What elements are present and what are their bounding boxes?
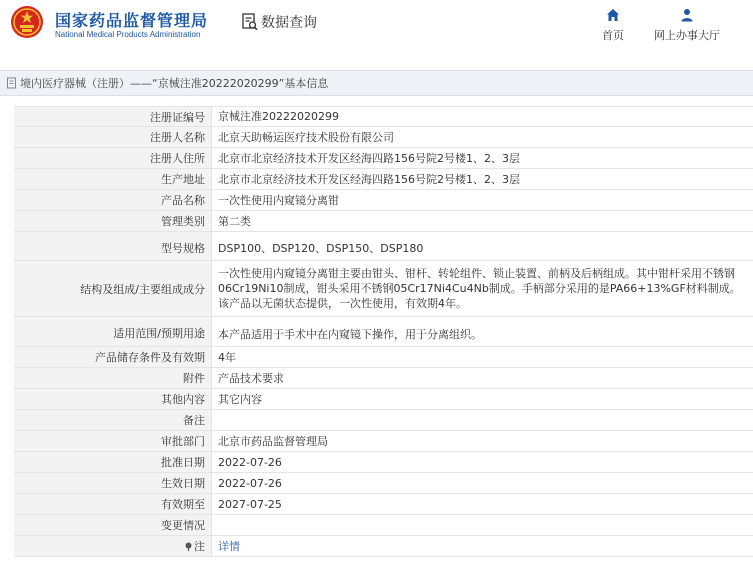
table-row bbox=[14, 232, 753, 261]
row-label: 适用范围/预期用途 bbox=[14, 317, 212, 346]
org-name-en: National Medical Products Administration bbox=[55, 30, 201, 39]
table-row bbox=[14, 452, 753, 473]
row-value: 2022-07-26 bbox=[218, 455, 282, 469]
row-label: 有效期至 bbox=[14, 494, 212, 514]
table-row bbox=[14, 169, 753, 190]
table-row bbox=[14, 515, 753, 536]
row-value: 北京市药品监督管理局 bbox=[218, 434, 328, 448]
data-query-label: 数据查询 bbox=[261, 15, 317, 31]
table-row bbox=[14, 127, 753, 148]
pin-icon bbox=[184, 542, 193, 551]
row-label: 注册人住所 bbox=[14, 148, 212, 168]
row-value: 北京市北京经济技术开发区经海四路156号院2号楼1、2、3层 bbox=[218, 151, 520, 165]
row-label: 产品名称 bbox=[14, 190, 212, 210]
table-row bbox=[14, 106, 753, 127]
table-row bbox=[14, 536, 753, 557]
table-row bbox=[14, 261, 753, 317]
row-value: 产品技术要求 bbox=[218, 371, 284, 385]
row-value: 北京市北京经济技术开发区经海四路156号院2号楼1、2、3层 bbox=[218, 172, 520, 186]
row-label: 变更情况 bbox=[14, 515, 212, 535]
document-query-icon bbox=[242, 13, 258, 31]
row-value: DSP100、DSP120、DSP150、DSP180 bbox=[218, 242, 424, 255]
home-icon bbox=[606, 8, 620, 22]
row-value: 京械注准20222020299 bbox=[218, 110, 339, 123]
row-value: 2022-07-26 bbox=[218, 476, 282, 490]
table-row bbox=[14, 494, 753, 515]
table-row bbox=[14, 431, 753, 452]
row-label: 管理类别 bbox=[14, 211, 212, 231]
row-value: 第二类 bbox=[218, 214, 251, 228]
document-icon bbox=[6, 77, 18, 89]
row-label: 型号规格 bbox=[14, 232, 212, 260]
row-label: 生效日期 bbox=[14, 473, 212, 493]
row-label: 注册证编号 bbox=[14, 107, 212, 126]
row-label: 附件 bbox=[14, 368, 212, 388]
nav-home-label: 首页 bbox=[602, 29, 624, 42]
breadcrumb bbox=[0, 70, 753, 96]
row-value: 其它内容 bbox=[218, 392, 262, 406]
table-row bbox=[14, 389, 753, 410]
row-label: 注册人名称 bbox=[14, 127, 212, 147]
table-row bbox=[14, 410, 753, 431]
nav-service-hall-label: 网上办事大厅 bbox=[654, 29, 720, 42]
row-label: 审批部门 bbox=[14, 431, 212, 451]
row-label: 产品储存条件及有效期 bbox=[14, 347, 212, 367]
table-row bbox=[14, 473, 753, 494]
row-label: 批准日期 bbox=[14, 452, 212, 472]
row-label: 结构及组成/主要组成成分 bbox=[14, 261, 212, 316]
table-row bbox=[14, 347, 753, 368]
nav-home[interactable] bbox=[602, 8, 624, 43]
note-label: 注 bbox=[194, 540, 205, 553]
nav-service-hall[interactable] bbox=[654, 8, 720, 43]
user-icon bbox=[680, 8, 694, 22]
row-value: 本产品适用于手术中在内窥镜下操作，用于分离组织。 bbox=[218, 328, 482, 341]
row-value: 2027-07-25 bbox=[218, 497, 282, 511]
site-header bbox=[0, 0, 753, 62]
row-value: 北京天助畅运医疗技术股份有限公司 bbox=[218, 130, 394, 144]
breadcrumb-text: 境内医疗器械（注册）——“京械注准20222020299”基本信息 bbox=[20, 77, 329, 90]
data-query-link[interactable] bbox=[242, 12, 317, 32]
note-label-cell bbox=[14, 536, 212, 556]
row-value: 4年 bbox=[218, 350, 236, 364]
row-value bbox=[212, 515, 753, 535]
row-value: 一次性使用内窥镜分离钳 bbox=[218, 193, 339, 207]
detail-table bbox=[14, 106, 753, 557]
details-link[interactable]: 详情 bbox=[218, 539, 240, 553]
table-row bbox=[14, 211, 753, 232]
row-label: 其他内容 bbox=[14, 389, 212, 409]
note-value-cell bbox=[212, 536, 753, 556]
table-row bbox=[14, 190, 753, 211]
table-row bbox=[14, 368, 753, 389]
row-label: 备注 bbox=[14, 410, 212, 430]
row-value bbox=[212, 410, 753, 430]
row-value: 一次性使用内窥镜分离钳主要由钳头、钳杆、转轮组件、锁止装置、前柄及后柄组成。其中钳杆采用不锈钢06Cr19Ni10制成，钳头采用不锈钢05Cr17Ni4Cu4Nb制成。手柄部分采用的是PA66+13%GF材料制成。该产品以无菌状态提供，一次性使用，有效期4年。 bbox=[218, 267, 741, 310]
org-name-cn: 国家药品监督管理局 bbox=[55, 11, 209, 30]
row-label: 生产地址 bbox=[14, 169, 212, 189]
national-emblem-icon bbox=[10, 5, 44, 39]
table-row bbox=[14, 317, 753, 347]
table-row bbox=[14, 148, 753, 169]
